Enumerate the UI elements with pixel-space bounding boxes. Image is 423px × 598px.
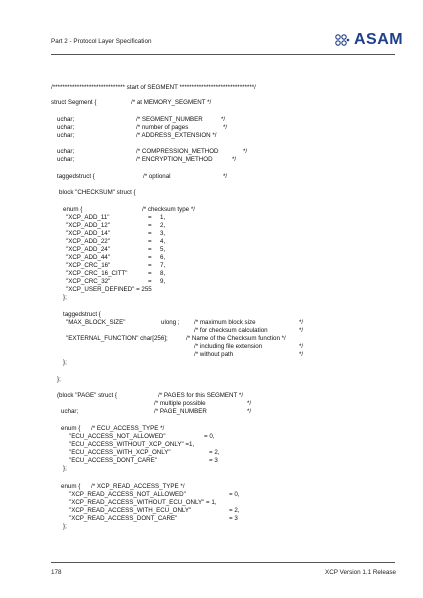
code-line: "XCP_USER_DEFINED" = 255 bbox=[66, 286, 152, 293]
code-line: (block "PAGE" struct { /* PAGES for this SEGMENT */ bbox=[57, 392, 244, 399]
code-line: "XCP_ADD_44" = 6, bbox=[66, 254, 166, 261]
code-line: /* for checksum calculation */ bbox=[194, 327, 304, 334]
code-line: uchar; /* ADDRESS_EXTENSION */ bbox=[57, 132, 217, 139]
code-line: "XCP_READ_ACCESS_WITH_ECU_ONLY" = 2, bbox=[69, 507, 240, 514]
code-line: "ECU_ACCESS_DONT_CARE" = 3 bbox=[69, 457, 218, 464]
code-line: /****************************** start of SEGMENT *******************************/ bbox=[51, 84, 256, 91]
code-line: "ECU_ACCESS_NOT_ALLOWED" = 0, bbox=[69, 433, 215, 440]
page-header-title: Part 2 - Protocol Layer Specification bbox=[51, 38, 152, 45]
code-line: }; bbox=[63, 359, 67, 366]
code-line: enum { /* XCP_READ_ACCESS_TYPE */ bbox=[61, 483, 185, 490]
asam-logo bbox=[334, 31, 404, 49]
code-line: uchar; /* number of pages */ bbox=[57, 124, 228, 131]
code-line: "XCP_CRC_16" = 7, bbox=[66, 262, 166, 269]
code-line: enum { /* ECU_ACCESS_TYPE */ bbox=[61, 425, 165, 432]
code-line: "XCP_READ_ACCESS_NOT_ALLOWED" = 0, bbox=[69, 491, 240, 498]
code-line: "XCP_READ_ACCESS_DONT_CARE" = 3 bbox=[69, 515, 238, 522]
code-line: "ECU_ACCESS_WITH_XCP_ONLY" = 2, bbox=[69, 449, 220, 456]
code-line: /* multiple possible */ bbox=[154, 400, 252, 407]
code-line: }; bbox=[63, 465, 67, 472]
code-line: /* without path */ bbox=[194, 351, 304, 358]
code-line: "EXTERNAL_FUNCTION" char[256]; /* Name of the Checksum function */ bbox=[66, 335, 286, 342]
code-line: "XCP_ADD_22" = 4, bbox=[66, 238, 166, 245]
code-line: "MAX_BLOCK_SIZE" ulong ; /* maximum block size */ bbox=[66, 319, 304, 326]
document-version: XCP Version 1.1 Release bbox=[325, 569, 396, 576]
code-line: /* including file extension */ bbox=[194, 343, 304, 350]
code-line: uchar; /* SEGMENT_NUMBER */ bbox=[57, 116, 226, 123]
code-line: taggedstruct { /* optional */ bbox=[57, 173, 228, 180]
code-line: block "CHECKSUM" struct { bbox=[59, 189, 136, 196]
code-line: "ECU_ACCESS_WITHOUT_XCP_ONLY" =1, bbox=[69, 441, 195, 448]
code-line: "XCP_READ_ACCESS_WITHOUT_ECU_ONLY" = 1, bbox=[69, 499, 217, 506]
code-line: "XCP_ADD_14" = 3, bbox=[66, 230, 166, 237]
asam-logo-icon bbox=[334, 33, 350, 47]
code-line: uchar; /* PAGE_NUMBER */ bbox=[61, 408, 252, 415]
code-line: }; bbox=[63, 523, 67, 530]
code-line: }; bbox=[63, 294, 67, 301]
code-line: "XCP_CRC_16_CITT" = 8, bbox=[66, 270, 166, 277]
footer-rule bbox=[51, 562, 395, 563]
code-line: "XCP_ADD_24" = 5, bbox=[66, 246, 166, 253]
code-line: uchar; /* ENCRYPTION_METHOD */ bbox=[57, 156, 237, 163]
code-line: uchar; /* COMPRESSION_METHOD */ bbox=[57, 148, 248, 155]
code-line: enum { /* checksum type */ bbox=[63, 206, 195, 213]
asam-logo-text: ASAM bbox=[354, 31, 404, 48]
code-line: "XCP_ADD_11" = 1, bbox=[66, 214, 166, 221]
code-line: struct Segment { /* at MEMORY_SEGMENT */ bbox=[51, 99, 212, 106]
page-number: 178 bbox=[51, 569, 62, 576]
code-line: }; bbox=[57, 376, 61, 383]
code-line: "XCP_CRC_32" = 9, bbox=[66, 278, 166, 285]
code-line: taggedstruct { bbox=[63, 311, 101, 318]
header-rule bbox=[51, 54, 395, 55]
code-line: "XCP_ADD_12" = 2, bbox=[66, 222, 166, 229]
